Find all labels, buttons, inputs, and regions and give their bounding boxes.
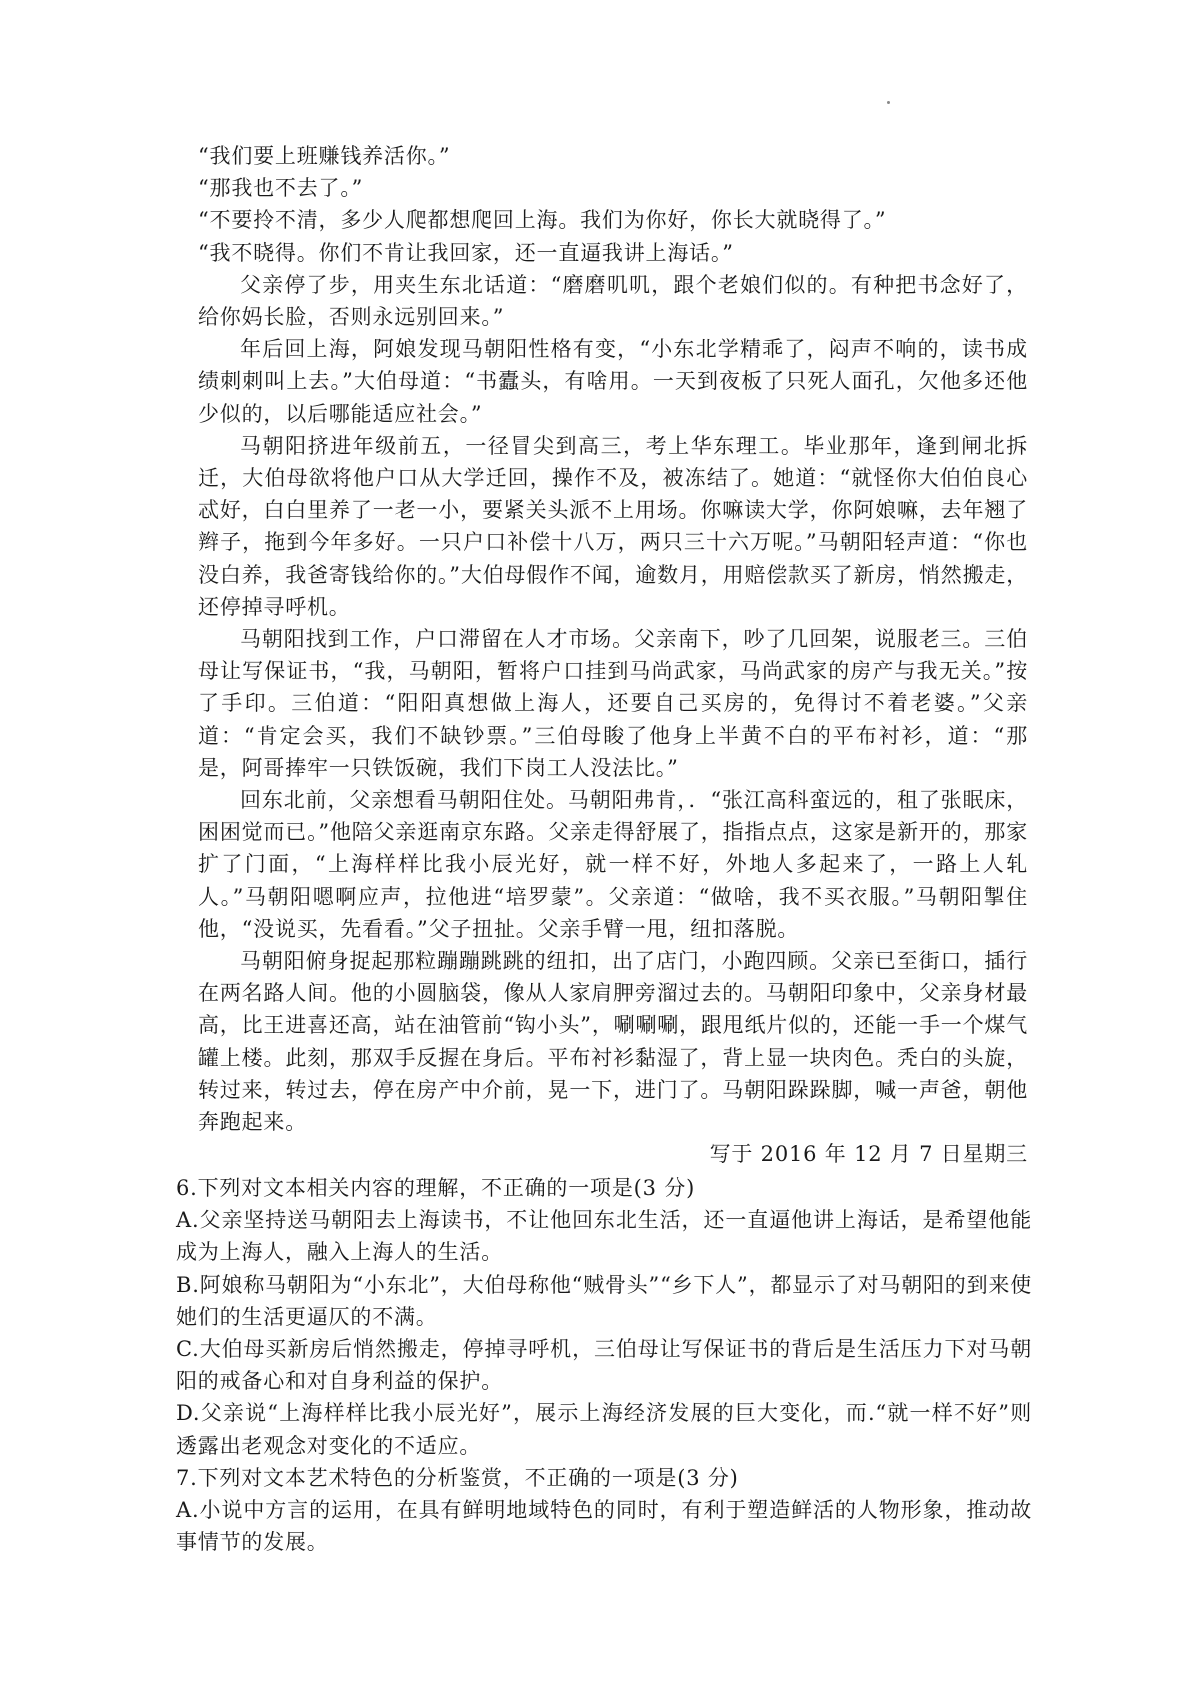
questions xyxy=(176,1172,1032,1558)
paragraph: 马朝阳挤进年级前五，一径冒尖到高三，考上华东理工。毕业那年，逢到闸北拆迁，大伯母欲将他户口从大学迁回，操作不及，被冻结了。她道：“就怪你大伯伯良心忒好，白白里养了一老一小，要紧关头派不上用场。你嘛读大学，你阿娘嘛，去年翘了辫子，拖到今年多好。一只户口补偿十八万，两只三十六万呢。”马朝阳轻声道：“你也没白养，我爸寄钱给你的。”大伯母假作不闻，逾数月，用赔偿款买了新房，悄然搬走，还停掉寻呼机。 xyxy=(198,433,1028,619)
dialogue-line: “那我也不去了。” xyxy=(198,176,364,201)
question-6-option-c: C.大伯母买新房后悄然搬走，停掉寻呼机，三伯母让写保证书的背后是生活压力下对马朝阳的戒备心和对自身利益的保护。 xyxy=(176,1337,1032,1394)
question-6-stem: 6.下列对文本相关内容的理解，不正确的一项是(3 分) xyxy=(176,1176,696,1200)
scan-speck xyxy=(887,101,890,104)
date-line: 写于 2016 年 12 月 7 日星期三 xyxy=(709,1142,1028,1167)
dialogue-line: “不要拎不清，多少人爬都想爬回上海。我们为你好，你长大就晓得了。” xyxy=(198,208,887,233)
dialogue-line: “我们要上班赚钱养活你。” xyxy=(198,144,451,168)
dialogue-line: “我不晓得。你们不肯让我回家，还一直逼我讲上海话。” xyxy=(198,240,734,265)
paragraph: 马朝阳找到工作，户口滞留在人才市场。父亲南下，吵了几回架，说服老三。三伯母让写保证书，“我，马朝阳，暂将户口挂到马尚武家，马尚武家的房产与我无关。”按了手印。三伯道：“阳阳真想做上海人，还要自己买房的，免得讨不着老婆。”父亲道：“肯定会买，我们不缺钞票。”三伯母睃了他身上半黄不白的平布衬衫，道：“那是，阿哥捧牢一只铁饭碗，我们下岗工人没法比。” xyxy=(198,627,1028,780)
paragraph: 马朝阳俯身捉起那粒蹦蹦跳跳的纽扣，出了店门，小跑四顾。父亲已至街口，插行在两名路人间。他的小圆脑袋，像从人家肩胛旁溜过去的。马朝阳印象中，父亲身材最高，比王进喜还高，站在油管前“钩小头”，唰唰唰，跟甩纸片似的，还能一手一个煤气罐上楼。此刻，那双手反握在身后。平布衬衫黏湿了，背上显一块肉色。秃白的头旋，转过来，转过去，停在房产中介前，晃一下，进门了。马朝阳跺跺脚，喊一声爸，朝他奔跑起来。 xyxy=(198,949,1028,1135)
story-passage xyxy=(198,140,1028,1171)
question-6-option-b: B.阿娘称马朝阳为“小东北”，大伯母称他“贼骨头”“乡下人”，都显示了对马朝阳的到来使她们的生活更逼仄的不满。 xyxy=(176,1272,1032,1329)
question-7-stem: 7.下列对文本艺术特色的分析鉴赏，不正确的一项是(3 分) xyxy=(176,1465,739,1490)
question-7-option-a: A.小说中方言的运用，在具有鲜明地域特色的同时，有利于塑造鲜活的人物形象，推动故事情节的发展。 xyxy=(176,1498,1032,1555)
paragraph: 父亲停了步，用夹生东北话道：“磨磨叽叽，跟个老娘们似的。有种把书念好了，给你妈长脸，否则永远别回来。” xyxy=(198,272,1028,330)
paragraph: 年后回上海，阿娘发现马朝阳性格有变，“小东北学精乖了，闷声不响的，读书成绩刺刺叫上去。”大伯母道：“书蠹头，有啥用。一天到夜板了只死人面孔，欠他多还他少似的，以后哪能适应社会。” xyxy=(198,337,1028,426)
question-6-option-d: D.父亲说“上海样样比我小辰光好”，展示上海经济发展的巨大变化，而.“就一样不好”则透露出老观念对变化的不适应。 xyxy=(176,1401,1032,1458)
paragraph: 回东北前，父亲想看马朝阳住处。马朝阳弗肯，．“张江高科蛮远的，租了张眠床，困困觉而已。”他陪父亲逛南京东路。父亲走得舒展了，指指点点，这家是新开的，那家扩了门面，“上海样样比我小辰光好，就一样不好，外地人多起来了，一路上人轧人。”马朝阳嗯啊应声，拉他进“培罗蒙”。父亲道：“做啥，我不买衣服。”马朝阳掣住他，“没说买，先看看。”父子扭扯。父亲手臂一甩，纽扣落脱。 xyxy=(198,788,1028,941)
question-6-option-a: A.父亲坚持送马朝阳去上海读书，不让他回东北生活，还一直逼他讲上海话，是希望他能成为上海人，融入上海人的生活。 xyxy=(176,1208,1032,1265)
